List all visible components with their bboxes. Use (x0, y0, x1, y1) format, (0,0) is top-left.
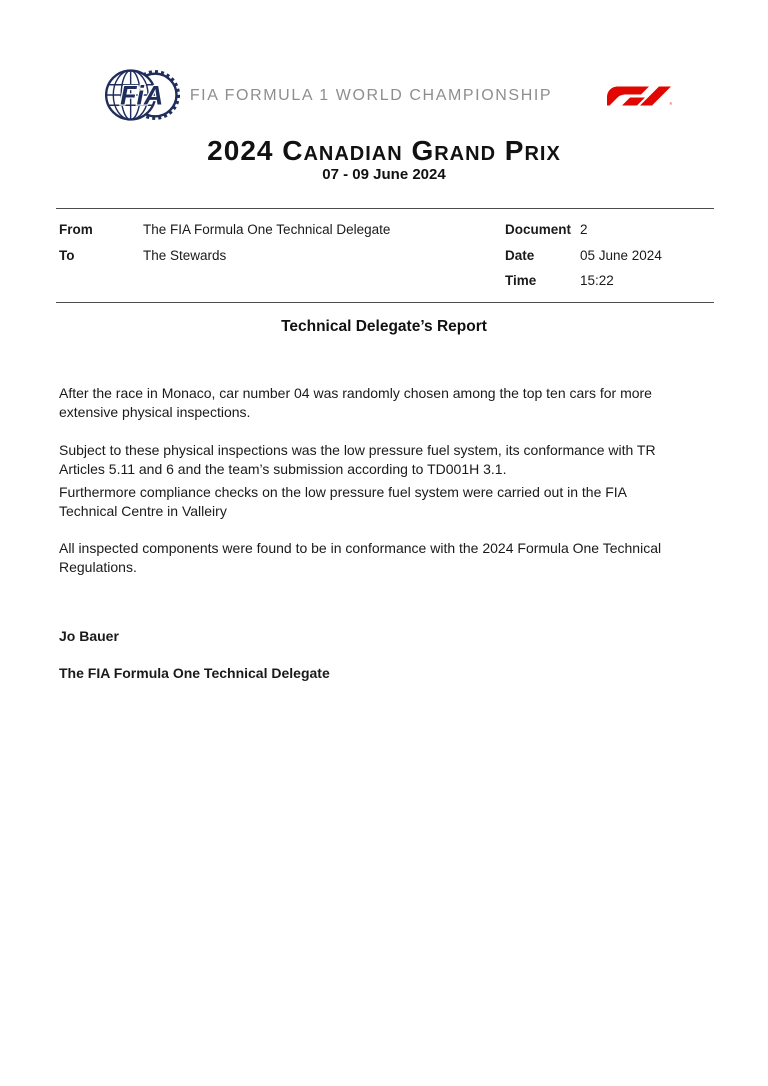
document-value: 2 (580, 222, 588, 237)
signature-role: The FIA Formula One Technical Delegate (59, 665, 330, 681)
report-paragraph-3 (59, 483, 727, 521)
to-label: To (59, 248, 75, 263)
championship-title: FIA FORMULA 1 WORLD CHAMPIONSHIP (189, 87, 553, 104)
event-dates: 07 - 09 June 2024 (322, 166, 446, 183)
signature-name: Jo Bauer (59, 628, 119, 644)
report-title: Technical Delegate’s Report (281, 318, 487, 335)
paragraph-line: Technical Centre in Valleiry (59, 503, 227, 519)
paragraph-line: Furthermore compliance checks on the low pressure fuel system were carried out in the FIA (59, 484, 628, 500)
from-value: The FIA Formula One Technical Delegate (143, 222, 391, 237)
report-body (59, 384, 727, 577)
fia-logo-text: FiA (120, 80, 164, 111)
paragraph-line: Articles 5.11 and 6 and the team’s submission according to TD001H 3.1. (59, 461, 507, 477)
paragraph-line: extensive physical inspections. (59, 404, 251, 420)
meta-table (56, 208, 714, 303)
from-label: From (59, 222, 93, 237)
report-paragraph-4 (59, 539, 727, 577)
paragraph-line: After the race in Monaco, car number 04 was randomly chosen among the top ten cars for more (59, 385, 652, 401)
paragraph-line: All inspected components were found to be in conformance with the 2024 Formula One Technical (59, 540, 662, 556)
document-label: Document (505, 222, 572, 237)
paragraph-line: Subject to these physical inspections was the low pressure fuel system, its conformance with TR (59, 442, 656, 458)
date-label: Date (505, 248, 535, 263)
time-label: Time (505, 273, 537, 288)
f1-logo-icon (606, 85, 672, 106)
date-value: 05 June 2024 (580, 248, 662, 263)
signature-block (59, 628, 330, 681)
time-value: 15:22 (580, 273, 614, 288)
paragraph-line: Regulations. (59, 559, 137, 575)
to-value: The Stewards (143, 248, 227, 263)
report-paragraph-1 (59, 384, 727, 422)
f1-registered-mark: ® (669, 102, 672, 106)
event-title: 2024 Canadian Grand Prix (207, 135, 561, 166)
report-paragraph-2 (59, 441, 727, 479)
